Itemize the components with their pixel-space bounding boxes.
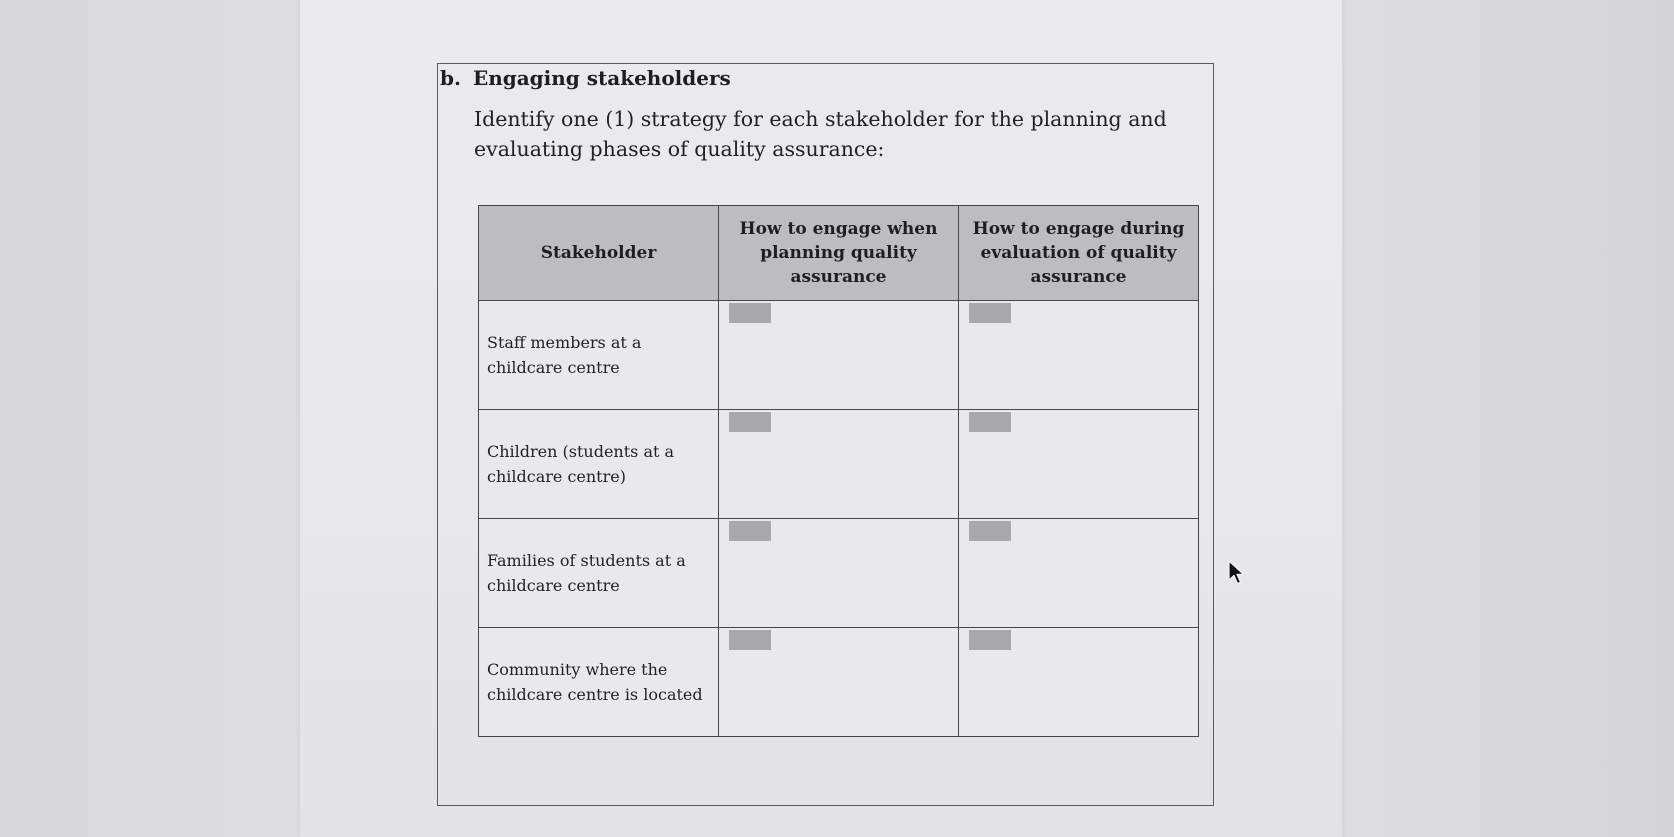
header-evaluation: How to engage during evaluation of quality assurance [959,206,1199,301]
stakeholder-cell: Community where the childcare centre is located [479,628,719,737]
evaluation-response-field[interactable] [959,628,1199,737]
planning-response-field[interactable] [719,519,959,628]
form-field-marker[interactable] [729,521,771,541]
mouse-pointer-icon [1228,560,1246,586]
form-field-marker[interactable] [969,412,1011,432]
table-header-row [479,206,1199,301]
form-field-marker[interactable] [729,303,771,323]
stakeholder-cell: Staff members at a childcare centre [479,301,719,410]
form-field-marker[interactable] [729,630,771,650]
table-row [479,519,1199,628]
evaluation-response-field[interactable] [959,301,1199,410]
form-field-marker[interactable] [729,412,771,432]
section-heading [440,66,731,90]
stakeholder-cell: Children (students at a childcare centre) [479,410,719,519]
table-row [479,410,1199,519]
planning-response-field[interactable] [719,301,959,410]
instruction-text: Identify one (1) strategy for each stakeholder for the planning and evaluating phases of quality assurance: [474,107,1167,161]
evaluation-response-field[interactable] [959,519,1199,628]
stakeholder-cell: Families of students at a childcare centre [479,519,719,628]
header-planning: How to engage when planning quality assurance [719,206,959,301]
evaluation-response-field[interactable] [959,410,1199,519]
form-field-marker[interactable] [969,630,1011,650]
stakeholder-table [478,205,1199,737]
form-field-marker[interactable] [969,521,1011,541]
planning-response-field[interactable] [719,410,959,519]
table-row [479,628,1199,737]
header-stakeholder: Stakeholder [479,206,719,301]
planning-response-field[interactable] [719,628,959,737]
section-title: Engaging stakeholders [472,66,731,90]
form-field-marker[interactable] [969,303,1011,323]
table-row [479,301,1199,410]
section-letter: b. [440,66,461,90]
